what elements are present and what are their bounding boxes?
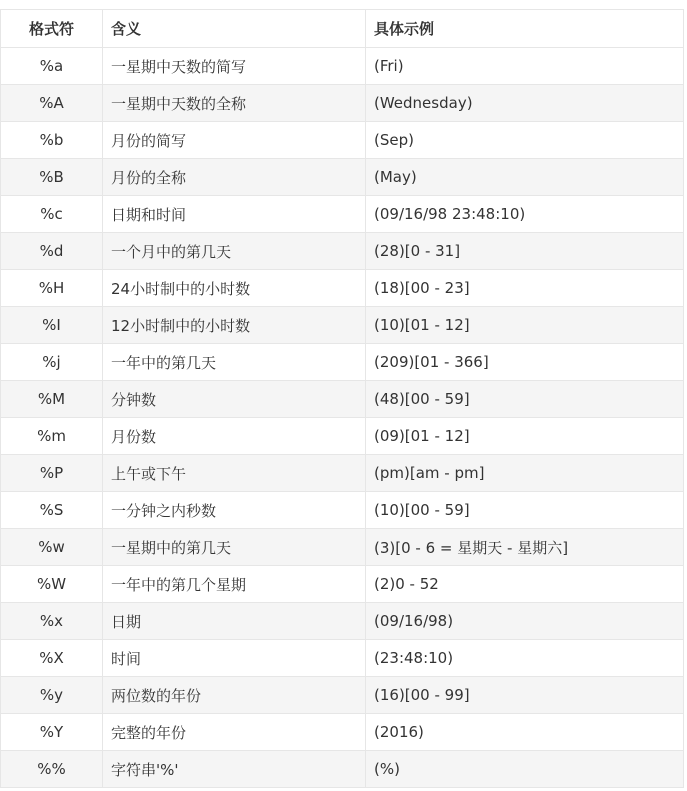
table-row <box>1 492 684 529</box>
cell-example: (May) <box>366 159 684 196</box>
table-header <box>1 10 684 48</box>
cell-example: (18)[00 - 23] <box>366 270 684 307</box>
cell-example: (3)[0 - 6 = 星期天 - 星期六] <box>366 529 684 566</box>
cell-meaning: 12小时制中的小时数 <box>103 307 366 344</box>
cell-example: (10)[01 - 12] <box>366 307 684 344</box>
table-row <box>1 418 684 455</box>
cell-meaning: 一个月中的第几天 <box>103 233 366 270</box>
cell-meaning: 一年中的第几个星期 <box>103 566 366 603</box>
table-row <box>1 677 684 714</box>
table-row <box>1 344 684 381</box>
cell-specifier: %w <box>1 529 103 566</box>
cell-meaning: 两位数的年份 <box>103 677 366 714</box>
table-row <box>1 529 684 566</box>
table-row <box>1 714 684 751</box>
header-format-specifier: 格式符 <box>1 10 103 48</box>
cell-example: (209)[01 - 366] <box>366 344 684 381</box>
table-row <box>1 381 684 418</box>
cell-example: (2)0 - 52 <box>366 566 684 603</box>
table-row <box>1 85 684 122</box>
cell-example: (Fri) <box>366 48 684 85</box>
cell-example: (Sep) <box>366 122 684 159</box>
cell-specifier: %b <box>1 122 103 159</box>
cell-meaning: 完整的年份 <box>103 714 366 751</box>
cell-specifier: %X <box>1 640 103 677</box>
cell-specifier: %m <box>1 418 103 455</box>
cell-meaning: 日期 <box>103 603 366 640</box>
cell-meaning: 一年中的第几天 <box>103 344 366 381</box>
cell-example: (10)[00 - 59] <box>366 492 684 529</box>
cell-example: (16)[00 - 99] <box>366 677 684 714</box>
cell-meaning: 一星期中天数的全称 <box>103 85 366 122</box>
cell-example: (28)[0 - 31] <box>366 233 684 270</box>
cell-example: (23:48:10) <box>366 640 684 677</box>
table-row <box>1 307 684 344</box>
header-example: 具体示例 <box>366 10 684 48</box>
table-row <box>1 270 684 307</box>
cell-specifier: %a <box>1 48 103 85</box>
cell-meaning: 一星期中天数的简写 <box>103 48 366 85</box>
cell-meaning: 一分钟之内秒数 <box>103 492 366 529</box>
table-row <box>1 233 684 270</box>
cell-specifier: %S <box>1 492 103 529</box>
cell-example: (09)[01 - 12] <box>366 418 684 455</box>
cell-example: (09/16/98) <box>366 603 684 640</box>
table-row <box>1 566 684 603</box>
header-row <box>1 10 684 48</box>
table-row <box>1 455 684 492</box>
table-row <box>1 640 684 677</box>
table-body <box>1 48 684 788</box>
cell-example: (pm)[am - pm] <box>366 455 684 492</box>
cell-specifier: %c <box>1 196 103 233</box>
cell-specifier: %d <box>1 233 103 270</box>
table-row <box>1 603 684 640</box>
table-row <box>1 48 684 85</box>
table-row <box>1 122 684 159</box>
cell-meaning: 字符串'%' <box>103 751 366 788</box>
cell-meaning: 日期和时间 <box>103 196 366 233</box>
cell-meaning: 月份的简写 <box>103 122 366 159</box>
table-row <box>1 159 684 196</box>
cell-example: (Wednesday) <box>366 85 684 122</box>
cell-specifier: %I <box>1 307 103 344</box>
cell-meaning: 月份数 <box>103 418 366 455</box>
cell-specifier: %H <box>1 270 103 307</box>
cell-meaning: 上午或下午 <box>103 455 366 492</box>
cell-example: (%) <box>366 751 684 788</box>
header-meaning: 含义 <box>103 10 366 48</box>
cell-meaning: 分钟数 <box>103 381 366 418</box>
cell-example: (09/16/98 23:48:10) <box>366 196 684 233</box>
format-specifier-table <box>0 9 684 788</box>
cell-specifier: %W <box>1 566 103 603</box>
table-row <box>1 751 684 788</box>
cell-meaning: 月份的全称 <box>103 159 366 196</box>
cell-specifier: %B <box>1 159 103 196</box>
cell-meaning: 一星期中的第几天 <box>103 529 366 566</box>
cell-specifier: %P <box>1 455 103 492</box>
cell-meaning: 24小时制中的小时数 <box>103 270 366 307</box>
cell-specifier: %A <box>1 85 103 122</box>
cell-specifier: %j <box>1 344 103 381</box>
cell-example: (48)[00 - 59] <box>366 381 684 418</box>
table-row <box>1 196 684 233</box>
cell-specifier: %x <box>1 603 103 640</box>
cell-meaning: 时间 <box>103 640 366 677</box>
cell-specifier: %Y <box>1 714 103 751</box>
cell-specifier: %M <box>1 381 103 418</box>
cell-specifier: %y <box>1 677 103 714</box>
cell-specifier: %% <box>1 751 103 788</box>
cell-example: (2016) <box>366 714 684 751</box>
